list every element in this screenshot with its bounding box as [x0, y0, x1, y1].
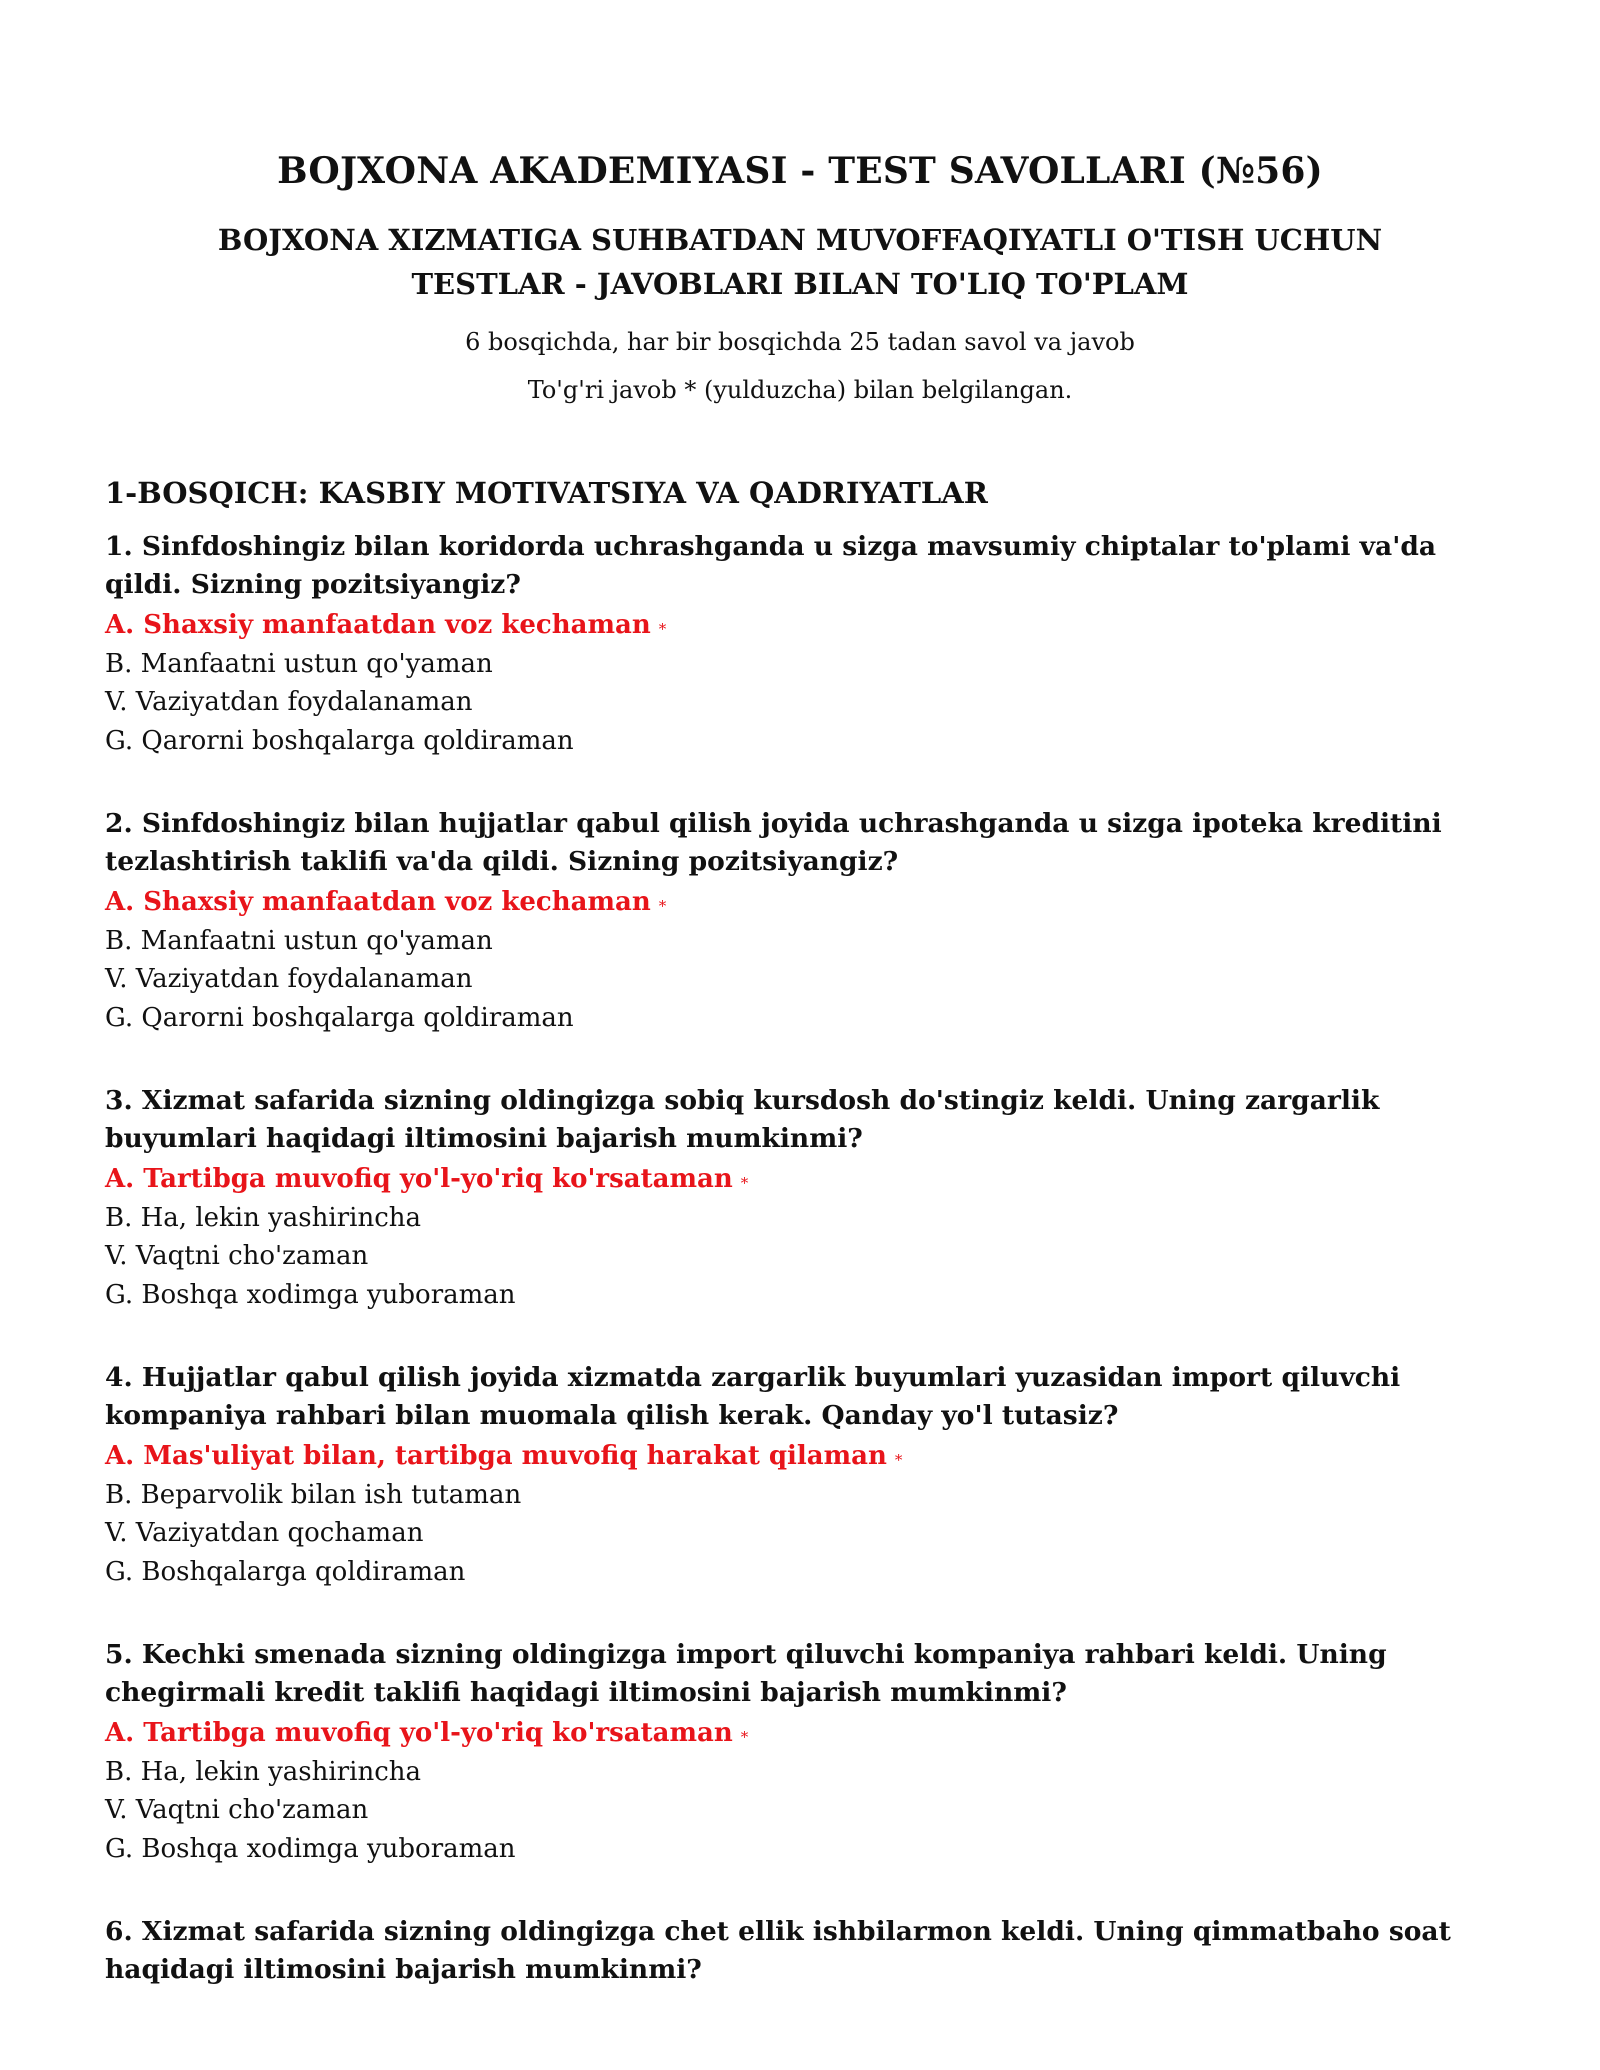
option-v: V. Vaziyatdan qochaman	[105, 1518, 424, 1548]
correct-star-icon: *	[894, 1451, 903, 1469]
option-a-correct	[105, 606, 1495, 645]
question-5	[105, 1636, 1495, 1868]
option-a-correct	[105, 883, 1495, 922]
option-v: V. Vaziyatdan foydalanaman	[105, 687, 473, 717]
question-3	[105, 1082, 1495, 1314]
info-line-1: 6 bosqichda, har bir bosqichda 25 tadan savol va javob	[465, 328, 1135, 356]
question-text: 2. Sinfdoshingiz bilan hujjatlar qabul qilish joyida uchrashganda u sizga ipoteka kreditini tezlashtirish taklifi va'da qildi. Sizning pozitsiyangiz?	[105, 808, 1442, 877]
option-b: B. Manfaatni ustun qo'yaman	[105, 925, 493, 956]
correct-star-icon: *	[658, 620, 667, 638]
option-label: A. Shaxsiy manfaatdan voz kechaman	[105, 887, 651, 917]
document-subtitle: BOJXONA XIZMATIGA SUHBATDAN MUVOFFAQIYATLI O'TISH UCHUN TESTLAR - JAVOBLARI BILAN TO'LIQ TO'PLAM	[217, 223, 1383, 301]
option-g: G. Qarorni boshqalarga qoldiraman	[105, 725, 574, 756]
question-text: 4. Hujjatlar qabul qilish joyida xizmatda zargarlik buyumlari yuzasidan import qiluvchi kompaniya rahbari bilan muomala qilish kerak. Qanday yo'l tutasiz?	[105, 1362, 1401, 1431]
option-label: A. Tartibga muvofiq yo'l-yo'riq ko'rsataman	[105, 1164, 733, 1194]
question-text: 6. Xizmat safarida sizning oldingizga chet ellik ishbilarmon keldi. Uning qimmatbaho soat haqidagi iltimosini bajarish mumkinmi?	[105, 1916, 1451, 1985]
question-2	[105, 805, 1495, 1037]
option-g: G. Qarorni boshqalarga qoldiraman	[105, 1002, 574, 1033]
question-text: 3. Xizmat safarida sizning oldingizga sobiq kursdosh do'stingiz keldi. Uning zargarlik buyumlari haqidagi iltimosini bajarish mumkinmi?	[105, 1085, 1380, 1154]
option-a-correct	[105, 1437, 1495, 1476]
option-v: V. Vaqtni cho'zaman	[105, 1241, 369, 1271]
option-g: G. Boshqa xodimga yuboraman	[105, 1833, 516, 1864]
option-label: A. Mas'uliyat bilan, tartibga muvofiq harakat qilaman	[105, 1441, 887, 1471]
option-g: G. Boshqalarga qoldiraman	[105, 1556, 466, 1587]
option-b: B. Manfaatni ustun qo'yaman	[105, 648, 493, 679]
option-a-correct	[105, 1160, 1495, 1199]
option-g: G. Boshqa xodimga yuboraman	[105, 1279, 516, 1310]
option-v: V. Vaqtni cho'zaman	[105, 1795, 369, 1825]
correct-star-icon: *	[658, 897, 667, 915]
correct-star-icon: *	[740, 1728, 749, 1746]
question-1	[105, 528, 1495, 760]
correct-star-icon: *	[740, 1174, 749, 1192]
document-title: BOJXONA AKADEMIYASI - TEST SAVOLLARI (№56)	[277, 150, 1323, 192]
option-b: B. Ha, lekin yashirincha	[105, 1756, 422, 1787]
question-4	[105, 1359, 1495, 1591]
option-b: B. Ha, lekin yashirincha	[105, 1202, 422, 1233]
option-v: V. Vaziyatdan foydalanaman	[105, 964, 473, 994]
option-label: A. Shaxsiy manfaatdan voz kechaman	[105, 610, 651, 640]
option-label: A. Tartibga muvofiq yo'l-yo'riq ko'rsataman	[105, 1718, 733, 1748]
question-text: 5. Kechki smenada sizning oldingizga import qiluvchi kompaniya rahbari keldi. Uning chegirmali kredit taklifi haqidagi iltimosini bajarish mumkinmi?	[105, 1639, 1387, 1708]
option-b: B. Beparvolik bilan ish tutaman	[105, 1479, 522, 1510]
question-6	[105, 1913, 1495, 1989]
question-text: 1. Sinfdoshingiz bilan koridorda uchrashganda u sizga mavsumiy chiptalar to'plami va'da qildi. Sizning pozitsiyangiz?	[105, 531, 1437, 600]
info-line-2: To'g'ri javob * (yulduzcha) bilan belgilangan.	[527, 376, 1073, 404]
section-title: 1-BOSQICH: KASBIY MOTIVATSIYA VA QADRIYATLAR	[105, 476, 988, 510]
option-a-correct	[105, 1714, 1495, 1753]
